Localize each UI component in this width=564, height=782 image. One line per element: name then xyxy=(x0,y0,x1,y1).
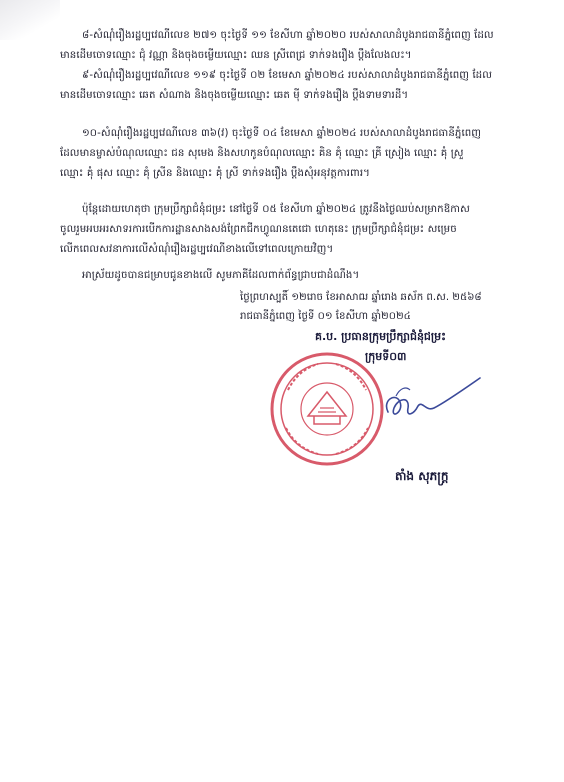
text-line: ១០-សំណុំរឿងរដ្ឋប្បវេណីលេខ ៣៦(វ) ចុះថ្ងៃទី ០៤ ខែមេសា ឆ្នាំ២០២៤ របស់សាលាដំបូងរាជធានីភ្នំពេញ xyxy=(82,128,482,139)
text-line: មានដើមចោទឈ្មោះ ជុំ វណ្ណា និងចុងចម្លើយឈ្មោះ ឈន ស្រីពេជ្រ ទាក់ទងរឿង ប្តឹងលែងលះ។ xyxy=(60,50,412,61)
text-line: មានដើមចោទឈ្មោះ ឆេត សំណាង និងចុងចម្លើយឈ្មោះ ឆេត ម៉ី ទាក់ទងរឿង ប្តឹងទាមទារដី។ xyxy=(60,90,409,101)
signer-name: តាំង សុភក្ត្រ xyxy=(395,469,449,483)
text-line: ដែលមានម្ចាស់បំណុលឈ្មោះ ជន សុមេង និងសហកូនបំណុលឈ្មោះ គិន គុំ ឈ្មោះ គ្រី ស្រៀង ឈ្មោះ គុំ ស្រួ xyxy=(60,148,464,159)
page-fold-shadow xyxy=(0,0,60,40)
place-date: រាជធានីភ្នំពេញ ថ្ងៃទី ០១ ខែសីហា ឆ្នាំ២០២៤ xyxy=(240,311,411,322)
lunar-date: ថ្ងៃព្រហស្បតិ៍ ១២រោច ខែអាសាឍ ឆ្នាំរោង ឆស័ក ព.ស. ២៥៦៨ xyxy=(240,292,482,303)
paragraph-notice xyxy=(60,266,518,286)
issuer-chamber: ក្រុមទី០៣ xyxy=(365,350,407,363)
text-line: ប៉ុន្តែដោយហេតុថា ក្រុមប្រឹក្សាជំនុំជម្រះ នៅថ្ងៃទី ០៥ ខែសីហា ឆ្នាំ២០២៤ ត្រូវនឹងថ្ងៃឈប់សម្រាកឱកាស xyxy=(82,204,470,215)
text-line: លើកពេលសវនាការលើសំណុំរឿងរដ្ឋប្បវេណីខាងលើទៅពេលក្រោយវិញ។ xyxy=(60,244,334,255)
paragraph-case-8 xyxy=(60,26,518,66)
signature-icon xyxy=(330,372,490,442)
paragraph-case-9 xyxy=(60,66,518,106)
paragraph-postponement xyxy=(60,200,518,260)
issuer-title: គ.ប. ប្រធានក្រុមប្រឹក្សាជំនុំជម្រះ xyxy=(315,330,446,343)
text-line: អាស្រ័យដូចបានជម្រាបជូនខាងលើ សូមភាគីដែលពាក់ព័ន្ធជ្រាបជាដំណឹង។ xyxy=(82,270,360,281)
text-line: ឈ្មោះ គុំ ផុស ឈ្មោះ គុំ ស្រីន និងឈ្មោះ គុំ ស្រី ទាក់ទងរឿង ប្តឹងសុំអនុវត្តការពារ។ xyxy=(60,168,370,179)
text-line: ៩-សំណុំរឿងរដ្ឋប្បវេណីលេខ ១១៩ ចុះថ្ងៃទី ០២ ខែមេសា ឆ្នាំ២០២៤ របស់សាលាដំបូងរាជធានីភ្នំពេញ ដែល xyxy=(82,70,493,81)
text-line: ចូលរួមអបអរសាទរការបើកការដ្ឋានសាងសង់ព្រែកជីកហ្វូណនតេជោ ហេតុនេះ ក្រុមប្រឹក្សាជំនុំជម្រះ សម្រេច xyxy=(60,224,457,235)
paragraph-case-10 xyxy=(60,124,518,184)
text-line: ៨-សំណុំរឿងរដ្ឋប្បវេណីលេខ ២៧១ ចុះថ្ងៃទី ១១ ខែសីហា ឆ្នាំ២០២០ របស់សាលាដំបូងរាជធានីភ្នំពេញ ដែល xyxy=(82,30,494,41)
